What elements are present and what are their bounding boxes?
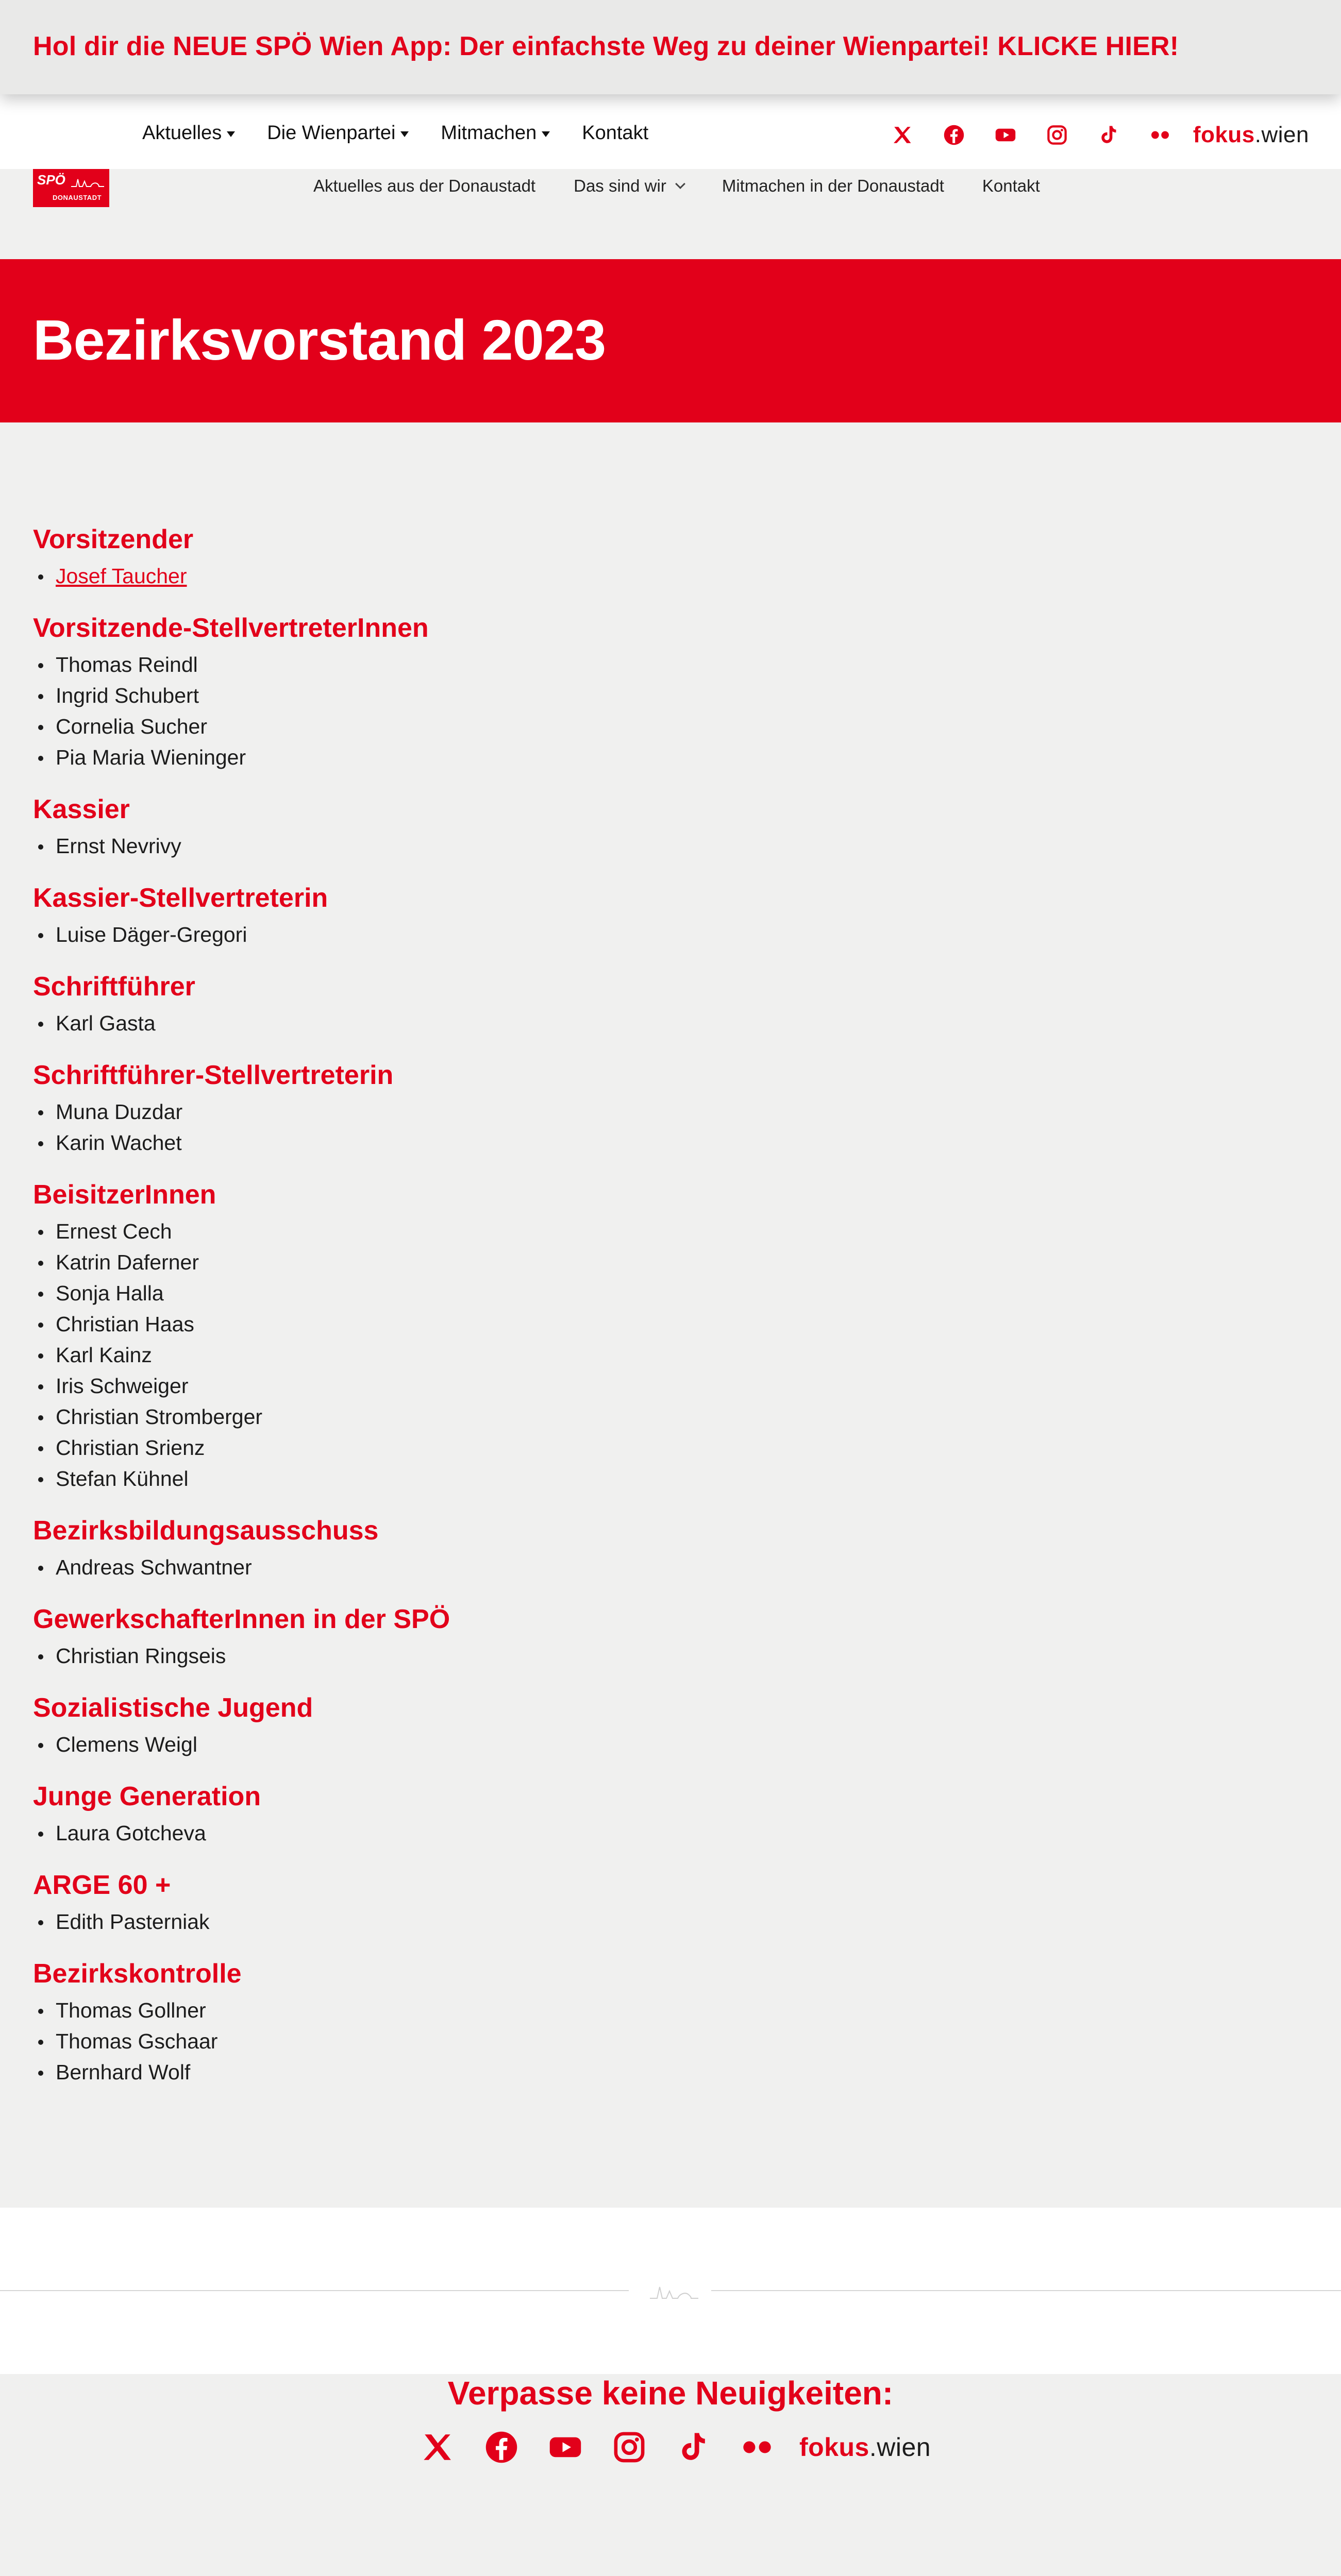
main-nav-items: [142, 122, 680, 144]
board-section: [33, 969, 806, 1039]
board-section: [33, 1601, 806, 1671]
page-title: Bezirksvorstand 2023: [33, 309, 606, 372]
sub-nav-kontakt[interactable]: Kontakt: [982, 176, 1040, 195]
newsletter-section: [0, 2374, 1341, 2576]
skyline-divider-icon: [647, 2279, 703, 2304]
flickr-icon[interactable]: [1149, 124, 1171, 146]
member-item: [33, 1640, 806, 1671]
member-name: Christian Stromberger: [56, 1405, 263, 1429]
section-heading: Sozialistische Jugend: [33, 1693, 313, 1723]
member-name: Ernest Cech: [56, 1219, 172, 1243]
member-name[interactable]: Josef Taucher: [56, 564, 187, 588]
member-item: [33, 1463, 806, 1494]
section-heading: BeisitzerInnen: [33, 1180, 216, 1210]
member-item: [33, 1216, 806, 1247]
member-item: [33, 1818, 806, 1849]
social-links-newsletter: [420, 2430, 931, 2465]
divider-line-right: [711, 2290, 1341, 2291]
main-nav-label: Mitmachen: [441, 122, 537, 144]
sub-nav-items: [313, 176, 1078, 196]
facebook-icon[interactable]: [943, 124, 965, 146]
divider-line-left: [0, 2290, 629, 2291]
member-name: Cornelia Sucher: [56, 715, 207, 738]
member-item: [33, 1401, 806, 1432]
section-heading: Vorsitzender: [33, 524, 194, 554]
member-item: [33, 1906, 806, 1937]
board-section: [33, 521, 806, 591]
app-banner[interactable]: [0, 0, 1341, 94]
newsletter-heading: Verpasse keine Neuigkeiten:: [447, 2375, 894, 2412]
member-list: [33, 1640, 806, 1671]
member-item: [33, 649, 806, 680]
member-list: [33, 1906, 806, 1937]
member-list: [33, 831, 806, 861]
member-item: [33, 1552, 806, 1583]
member-list: [33, 919, 806, 950]
member-name: Luise Däger-Gregori: [56, 923, 247, 946]
board-section: [33, 1177, 806, 1494]
member-name: Thomas Reindl: [56, 653, 198, 676]
fokus-wien-link[interactable]: [1193, 122, 1309, 148]
member-item: [33, 1432, 806, 1463]
member-item: [33, 1247, 806, 1278]
member-name: Laura Gotcheva: [56, 1821, 206, 1845]
logo-skyline-icon: [70, 173, 105, 191]
tiktok-icon[interactable]: [676, 2430, 711, 2465]
board-section: [33, 791, 806, 861]
member-item: [33, 1729, 806, 1760]
section-heading: Kassier: [33, 794, 130, 824]
flickr-icon[interactable]: [740, 2430, 775, 2465]
facebook-icon[interactable]: [484, 2430, 519, 2465]
member-item: [33, 2026, 806, 2057]
main-nav-label: Kontakt: [582, 122, 649, 144]
section-heading: Bezirkskontrolle: [33, 1959, 242, 1989]
fokus-wien-link[interactable]: [799, 2432, 931, 2462]
member-item: [33, 831, 806, 861]
section-heading: ARGE 60 +: [33, 1870, 171, 1900]
member-name: Edith Pasterniak: [56, 1910, 210, 1934]
section-heading: Bezirksbildungsausschuss: [33, 1516, 379, 1546]
member-item: [33, 1127, 806, 1158]
member-name: Thomas Gschaar: [56, 2029, 218, 2053]
fokus-logo-part: fokus: [1193, 122, 1255, 147]
board-section: [33, 1867, 806, 1937]
section-heading: Vorsitzende-StellvertreterInnen: [33, 613, 429, 643]
logo-subtitle: DONAUSTADT: [53, 194, 102, 201]
member-link-item[interactable]: [33, 561, 806, 591]
fokus-logo-part: fokus: [799, 2433, 869, 2462]
fokus-logo-suffix: .wien: [869, 2433, 931, 2462]
sub-nav-aktuelles[interactable]: Aktuelles aus der Donaustadt: [313, 176, 536, 195]
board-section: [33, 1057, 806, 1158]
member-name: Muna Duzdar: [56, 1100, 183, 1124]
member-name: Ernst Nevrivy: [56, 834, 181, 858]
x-icon[interactable]: [420, 2430, 455, 2465]
member-name: Katrin Daferner: [56, 1250, 199, 1274]
member-item: [33, 1278, 806, 1309]
board-section: [33, 880, 806, 950]
sub-nav-das-sind-wir[interactable]: [574, 176, 684, 196]
member-name: Karl Kainz: [56, 1343, 152, 1367]
member-name: Iris Schweiger: [56, 1374, 189, 1398]
member-list: [33, 1818, 806, 1849]
section-heading: Schriftführer: [33, 972, 195, 1002]
board-section: [33, 610, 806, 773]
member-name: Stefan Kühnel: [56, 1467, 189, 1490]
member-item: [33, 680, 806, 711]
member-item: [33, 1340, 806, 1370]
member-name: Clemens Weigl: [56, 1733, 197, 1756]
instagram-icon[interactable]: [1046, 124, 1068, 146]
board-section: [33, 1690, 806, 1760]
member-item: [33, 2057, 806, 2088]
main-nav-label: Aktuelles: [142, 122, 222, 144]
tiktok-icon[interactable]: [1097, 124, 1120, 146]
member-name: Christian Haas: [56, 1312, 194, 1336]
member-name: Ingrid Schubert: [56, 684, 199, 707]
member-name: Bernhard Wolf: [56, 2060, 191, 2084]
member-name: Karl Gasta: [56, 1011, 156, 1035]
member-item: [33, 919, 806, 950]
member-list: [33, 1995, 806, 2088]
member-item: [33, 1309, 806, 1340]
section-heading: GewerkschafterInnen in der SPÖ: [33, 1604, 450, 1634]
section-divider: [0, 2208, 1341, 2374]
member-list: [33, 1008, 806, 1039]
instagram-icon[interactable]: [612, 2430, 647, 2465]
main-nav-label: Die Wienpartei: [267, 122, 396, 144]
youtube-icon[interactable]: [994, 124, 1017, 146]
member-item: [33, 1370, 806, 1401]
logo-text: SPÖ: [37, 172, 65, 188]
main-nav-wienpartei[interactable]: [267, 122, 409, 144]
member-item: [33, 742, 806, 773]
board-section: [33, 1778, 806, 1849]
member-name: Christian Srienz: [56, 1436, 205, 1460]
member-name: Thomas Gollner: [56, 1998, 206, 2022]
main-nav-kontakt[interactable]: [582, 122, 648, 144]
member-name: Karin Wachet: [56, 1131, 182, 1155]
caret-down-icon: [400, 131, 409, 137]
youtube-icon[interactable]: [548, 2430, 583, 2465]
page-hero: [0, 259, 1341, 422]
member-item: [33, 1995, 806, 2026]
sub-nav: [0, 169, 1341, 221]
fokus-logo-suffix: .wien: [1254, 122, 1309, 147]
member-item: [33, 711, 806, 742]
member-list: [33, 1096, 806, 1158]
main-nav-aktuelles[interactable]: [142, 122, 235, 144]
chevron-down-icon: [675, 179, 685, 189]
member-list: [33, 649, 806, 773]
member-list: [33, 1729, 806, 1760]
board-section: [33, 1513, 806, 1583]
sub-nav-mitmachen[interactable]: Mitmachen in der Donaustadt: [722, 176, 944, 195]
member-list: [33, 1216, 806, 1494]
section-heading: Kassier-Stellvertreterin: [33, 883, 328, 913]
caret-down-icon: [227, 131, 235, 137]
spoe-donaustadt-logo[interactable]: [33, 169, 109, 207]
member-list: [33, 1552, 806, 1583]
section-heading: Schriftführer-Stellvertreterin: [33, 1060, 394, 1090]
main-nav-mitmachen[interactable]: [441, 122, 550, 144]
member-name: Christian Ringseis: [56, 1644, 226, 1668]
social-links-header: [891, 117, 1341, 153]
app-banner-link[interactable]: Hol dir die NEUE SPÖ Wien App: Der einfachste Weg zu deiner Wienpartei! KLICKE HIER!: [33, 31, 1179, 61]
member-item: [33, 1008, 806, 1039]
section-heading: Junge Generation: [33, 1782, 261, 1811]
board-member-list: [33, 521, 806, 2106]
sub-nav-label: Das sind wir: [574, 176, 666, 195]
member-name: Pia Maria Wieninger: [56, 745, 246, 769]
member-name: Andreas Schwantner: [56, 1555, 252, 1579]
member-list: [33, 561, 806, 591]
x-icon[interactable]: [891, 124, 914, 146]
board-section: [33, 1956, 806, 2088]
member-item: [33, 1096, 806, 1127]
main-nav: [0, 94, 1341, 169]
member-name: Sonja Halla: [56, 1281, 164, 1305]
caret-down-icon: [542, 131, 550, 137]
